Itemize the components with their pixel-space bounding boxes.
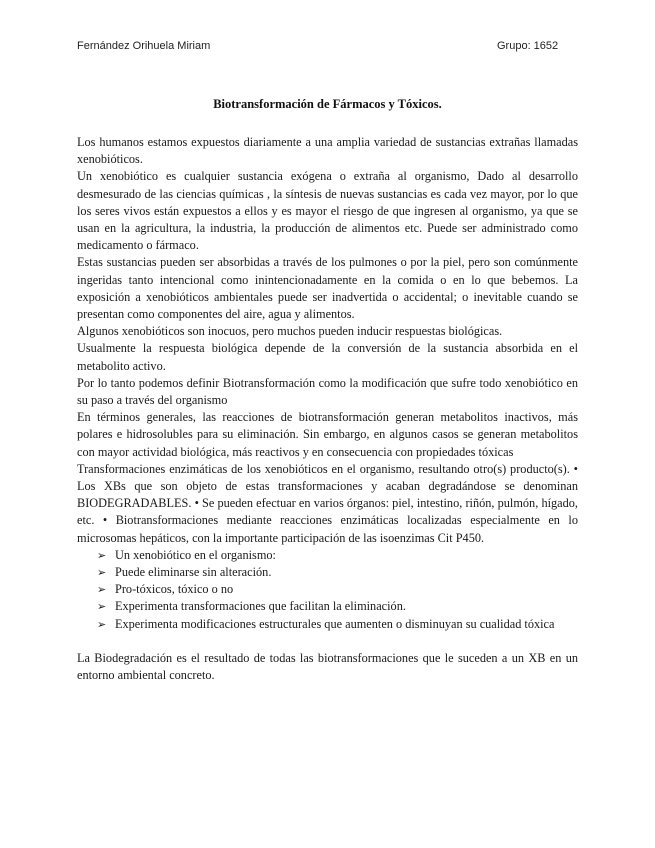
list-item-text: Experimenta modificaciones estructurales que aumenten o disminuyan su cualidad tóxica — [115, 616, 555, 631]
arrow-bullet-icon: ➢ — [97, 617, 107, 631]
list-item-text: Puede eliminarse sin alteración. — [115, 565, 272, 580]
paragraph: En términos generales, las reacciones de biotransformación generan metabolitos inactivos, más polares e hidrosolubles para su eliminación. Sin embargo, en algunos casos se generan metabolitos con mayor actividad biológica, más reactivos y en consecuencia con propiedades tóxicas — [77, 410, 578, 459]
arrow-bullet-icon: ➢ — [97, 600, 107, 614]
paragraph: Un xenobiótico es cualquier sustancia exógena o extraña al organismo, Dado al desarrollo desmesurado de las ciencias químicas , la síntesis de nuevas sustancias es cada vez mayor, por lo que los seres vivos están expuestos a ellos y es mayor el riesgo de que ingresen al organismo, ya que se usan en la agricultura, la industria, la producción de alimentos etc. Puede ser administrado como medicamento o fármaco. — [77, 169, 578, 253]
paragraph: Transformaciones enzimáticas de los xenobióticos en el organismo, resultando otro(s) producto(s). • Los XBs que son objeto de estas transformaciones y acaban degradándose se denominan BIODEGRADABLES. • Se pueden efectuar en varios órganos: piel, intestino, riñón, pulmón, hígado, etc. • Biotransformaciones mediante reacciones enzimáticas localizadas especialmente en lo microsomas hepáticos, con la importante participación de las isoenzimas Cit P450. — [77, 461, 578, 545]
list-item — [77, 581, 578, 598]
document-title: Biotransformación de Fármacos y Tóxicos. — [213, 97, 442, 111]
list-item — [77, 616, 578, 633]
list-item — [77, 564, 578, 581]
arrow-bullet-icon: ➢ — [97, 548, 107, 562]
paragraph: Algunos xenobióticos son inocuos, pero muchos pueden inducir respuestas biológicas. — [77, 324, 503, 339]
list-item — [77, 598, 578, 615]
list-item-text: Pro-tóxicos, tóxico o no — [115, 582, 234, 597]
document-body — [77, 134, 578, 684]
paragraph: Estas sustancias pueden ser absorbidas a través de los pulmones o por la piel, pero son comúnmente ingeridas tanto intencional como inintencionadamente en la comida o en lo que bebemos. La exposición a xenobióticos ambientales puede ser inadvertida o accidental; o inevitable cuando se presentan como componentes del aire, agua y alimentos. — [77, 255, 578, 322]
group-number: Grupo: 1652 — [497, 40, 559, 52]
paragraph: Usualmente la respuesta biológica depende de la conversión de la sustancia absorbida en el metabolito activo. — [77, 341, 578, 373]
list-item-text: Experimenta transformaciones que facilitan la eliminación. — [115, 599, 406, 614]
paragraph: Los humanos estamos expuestos diariamente a una amplia variedad de sustancias extrañas llamadas xenobióticos. — [77, 135, 578, 167]
bullet-list — [77, 547, 578, 633]
list-item — [77, 547, 578, 564]
list-item-text: Un xenobiótico en el organismo: — [115, 547, 276, 562]
author-name: Fernández Orihuela Miriam — [77, 40, 211, 52]
closing-paragraph: La Biodegradación es el resultado de todas las biotransformaciones que le suceden a un XB en un entorno ambiental concreto. — [77, 650, 578, 683]
spacer — [77, 633, 578, 650]
paragraph: Por lo tanto podemos definir Biotransformación como la modificación que sufre todo xenobiótico en su paso a través del organismo — [77, 375, 578, 408]
arrow-bullet-icon: ➢ — [97, 566, 107, 580]
arrow-bullet-icon: ➢ — [97, 583, 107, 597]
